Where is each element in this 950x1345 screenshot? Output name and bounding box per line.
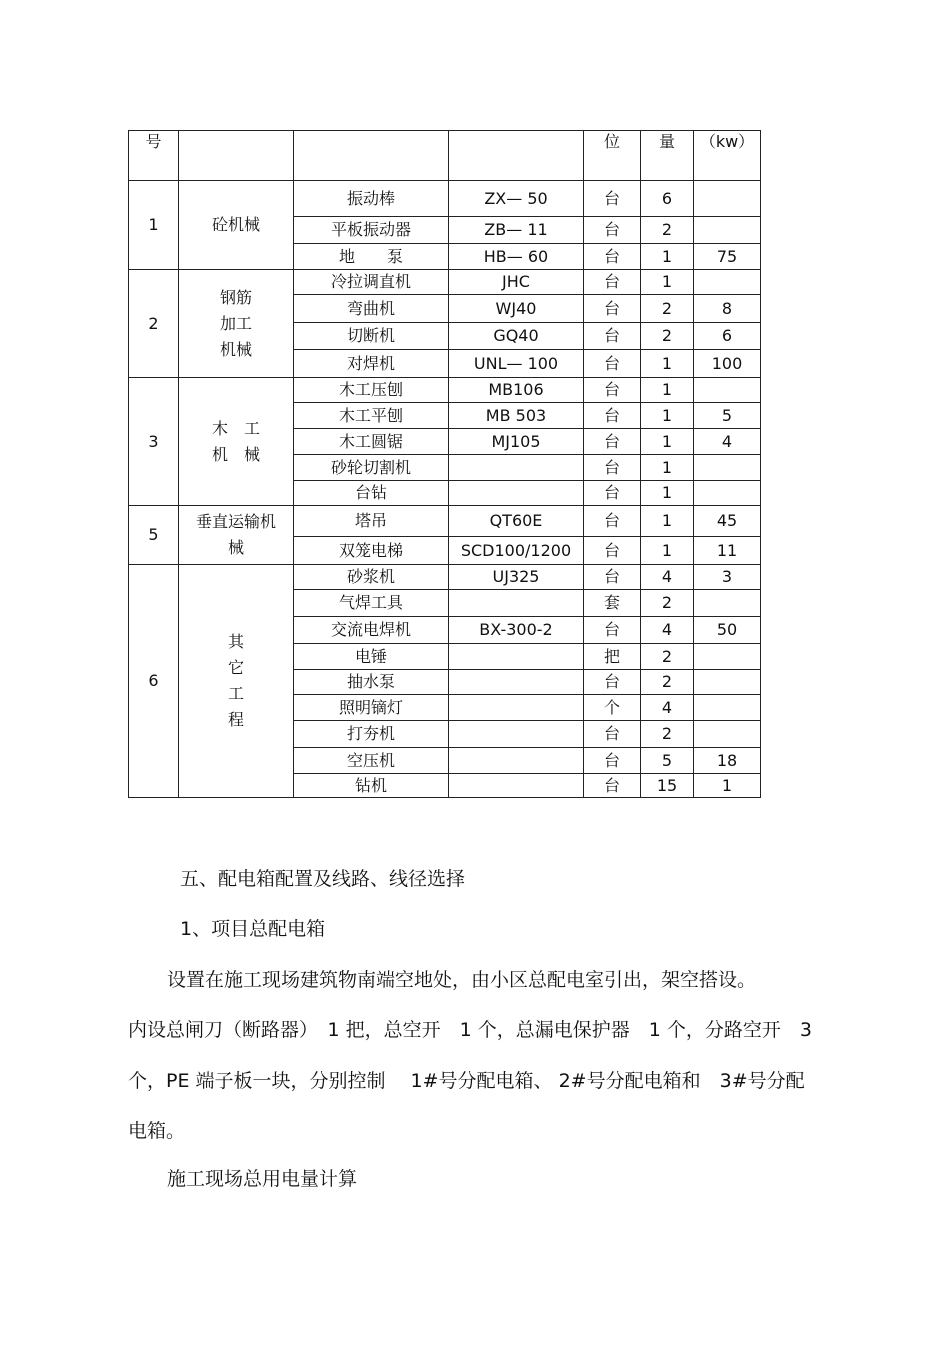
cell-power <box>694 378 761 403</box>
cell-power <box>694 695 761 721</box>
group-category-cell: 砼机械 <box>179 181 294 270</box>
header-cell <box>294 131 449 181</box>
cell-qty: 4 <box>641 695 694 721</box>
cell-qty: 2 <box>641 721 694 748</box>
cell-unit: 台 <box>584 403 641 429</box>
cell-name: 打夯机 <box>294 721 449 748</box>
group-category-cell: 垂直运输机 械 <box>179 506 294 565</box>
cell-qty: 1 <box>641 537 694 565</box>
cell-model: HB— 60 <box>449 244 584 270</box>
cell-model: MB 503 <box>449 403 584 429</box>
cell-model <box>449 644 584 670</box>
cell-unit: 台 <box>584 774 641 798</box>
cell-qty: 15 <box>641 774 694 798</box>
header-cell: （kw） <box>694 131 761 181</box>
header-cell: 量 <box>641 131 694 181</box>
group-number-cell: 1 <box>129 181 179 270</box>
cell-model: SCD100/1200 <box>449 537 584 565</box>
cell-model: ZB— 11 <box>449 217 584 244</box>
cell-unit: 台 <box>584 244 641 270</box>
cell-unit: 台 <box>584 455 641 481</box>
paragraph-2: 施工现场总用电量计算 <box>167 1168 358 1190</box>
cell-unit: 台 <box>584 481 641 506</box>
cell-qty: 6 <box>641 181 694 217</box>
cell-unit: 台 <box>584 270 641 295</box>
table-header-row <box>129 131 761 181</box>
equipment-table <box>128 130 761 798</box>
header-cell: 位 <box>584 131 641 181</box>
cell-name: 木工压刨 <box>294 378 449 403</box>
cell-name: 电锤 <box>294 644 449 670</box>
cell-power: 4 <box>694 429 761 455</box>
cell-name: 台钻 <box>294 481 449 506</box>
paragraph-line-1: 设置在施工现场建筑物南端空地处，由小区总配电室引出，架空搭设。 <box>167 969 757 991</box>
cell-power <box>694 644 761 670</box>
cell-power <box>694 181 761 217</box>
cell-model <box>449 590 584 617</box>
cell-name: 交流电焊机 <box>294 617 449 644</box>
table-row <box>129 270 761 295</box>
header-cell: 号 <box>129 131 179 181</box>
cell-unit: 套 <box>584 590 641 617</box>
cell-unit: 台 <box>584 323 641 350</box>
group-category-cell: 其 它 工 程 <box>179 565 294 798</box>
group-number-cell: 3 <box>129 378 179 506</box>
cell-model <box>449 748 584 774</box>
cell-qty: 2 <box>641 670 694 695</box>
cell-model: WJ40 <box>449 295 584 323</box>
cell-unit: 台 <box>584 565 641 590</box>
paragraph-line-2: 内设总闸刀（断路器） 1 把，总空开 1 个，总漏电保护器 1 个，分路空开 3 <box>128 1019 812 1041</box>
cell-unit: 台 <box>584 721 641 748</box>
cell-model <box>449 455 584 481</box>
cell-unit: 台 <box>584 670 641 695</box>
cell-model <box>449 670 584 695</box>
cell-name: 砂轮切割机 <box>294 455 449 481</box>
cell-name: 对焊机 <box>294 350 449 378</box>
cell-power: 100 <box>694 350 761 378</box>
cell-qty: 4 <box>641 617 694 644</box>
cell-model: ZX— 50 <box>449 181 584 217</box>
cell-unit: 台 <box>584 350 641 378</box>
cell-model: UJ325 <box>449 565 584 590</box>
cell-name: 木工圆锯 <box>294 429 449 455</box>
table-row <box>129 378 761 403</box>
cell-qty: 1 <box>641 455 694 481</box>
cell-unit: 台 <box>584 506 641 537</box>
table-row <box>129 565 761 590</box>
group-category-cell: 木 工 机 械 <box>179 378 294 506</box>
cell-qty: 2 <box>641 217 694 244</box>
cell-model <box>449 721 584 748</box>
cell-unit: 台 <box>584 429 641 455</box>
cell-name: 木工平刨 <box>294 403 449 429</box>
cell-qty: 2 <box>641 295 694 323</box>
cell-model <box>449 695 584 721</box>
cell-name: 地 泵 <box>294 244 449 270</box>
cell-model: JHC <box>449 270 584 295</box>
cell-model <box>449 481 584 506</box>
cell-power: 75 <box>694 244 761 270</box>
cell-qty: 1 <box>641 403 694 429</box>
cell-model: GQ40 <box>449 323 584 350</box>
cell-name: 砂浆机 <box>294 565 449 590</box>
cell-qty: 5 <box>641 748 694 774</box>
cell-name: 弯曲机 <box>294 295 449 323</box>
cell-power: 11 <box>694 537 761 565</box>
cell-qty: 1 <box>641 506 694 537</box>
cell-power: 18 <box>694 748 761 774</box>
cell-name: 平板振动器 <box>294 217 449 244</box>
cell-power <box>694 721 761 748</box>
cell-qty: 4 <box>641 565 694 590</box>
cell-unit: 台 <box>584 295 641 323</box>
cell-name: 钻机 <box>294 774 449 798</box>
cell-unit: 台 <box>584 748 641 774</box>
cell-qty: 2 <box>641 644 694 670</box>
paragraph-line-3: 个，PE 端子板一块，分别控制 1#号分配电箱、 2#号分配电箱和 3#号分配 <box>128 1070 805 1092</box>
cell-power: 8 <box>694 295 761 323</box>
cell-model: QT60E <box>449 506 584 537</box>
cell-unit: 台 <box>584 217 641 244</box>
cell-name: 气焊工具 <box>294 590 449 617</box>
table-row <box>129 181 761 217</box>
cell-name: 冷拉调直机 <box>294 270 449 295</box>
cell-power: 50 <box>694 617 761 644</box>
group-category-cell: 钢筋 加工 机械 <box>179 270 294 378</box>
cell-unit: 台 <box>584 181 641 217</box>
cell-qty: 1 <box>641 429 694 455</box>
cell-power <box>694 481 761 506</box>
cell-unit: 个 <box>584 695 641 721</box>
cell-unit: 台 <box>584 617 641 644</box>
section-heading: 五、配电箱配置及线路、线径选择 <box>180 868 466 890</box>
subheading: 1、项目总配电箱 <box>180 918 326 940</box>
cell-name: 抽水泵 <box>294 670 449 695</box>
cell-model: MB106 <box>449 378 584 403</box>
cell-name: 照明镝灯 <box>294 695 449 721</box>
cell-qty: 1 <box>641 270 694 295</box>
cell-qty: 1 <box>641 378 694 403</box>
cell-power: 6 <box>694 323 761 350</box>
cell-name: 切断机 <box>294 323 449 350</box>
cell-model: BX-300-2 <box>449 617 584 644</box>
cell-unit: 台 <box>584 378 641 403</box>
cell-model <box>449 774 584 798</box>
cell-power <box>694 217 761 244</box>
cell-power <box>694 670 761 695</box>
cell-name: 塔吊 <box>294 506 449 537</box>
paragraph-line-4: 电箱。 <box>128 1120 186 1142</box>
cell-model: MJ105 <box>449 429 584 455</box>
header-cell <box>449 131 584 181</box>
cell-unit: 台 <box>584 537 641 565</box>
cell-name: 双笼电梯 <box>294 537 449 565</box>
cell-name: 振动棒 <box>294 181 449 217</box>
cell-qty: 2 <box>641 590 694 617</box>
group-number-cell: 2 <box>129 270 179 378</box>
cell-power: 45 <box>694 506 761 537</box>
cell-qty: 1 <box>641 481 694 506</box>
table-row <box>129 506 761 537</box>
cell-power: 3 <box>694 565 761 590</box>
cell-power: 1 <box>694 774 761 798</box>
group-number-cell: 6 <box>129 565 179 798</box>
cell-power: 5 <box>694 403 761 429</box>
cell-power <box>694 270 761 295</box>
cell-model: UNL— 100 <box>449 350 584 378</box>
cell-qty: 1 <box>641 244 694 270</box>
cell-qty: 2 <box>641 323 694 350</box>
cell-power <box>694 590 761 617</box>
group-number-cell: 5 <box>129 506 179 565</box>
header-cell <box>179 131 294 181</box>
cell-unit: 把 <box>584 644 641 670</box>
cell-name: 空压机 <box>294 748 449 774</box>
cell-power <box>694 455 761 481</box>
cell-qty: 1 <box>641 350 694 378</box>
